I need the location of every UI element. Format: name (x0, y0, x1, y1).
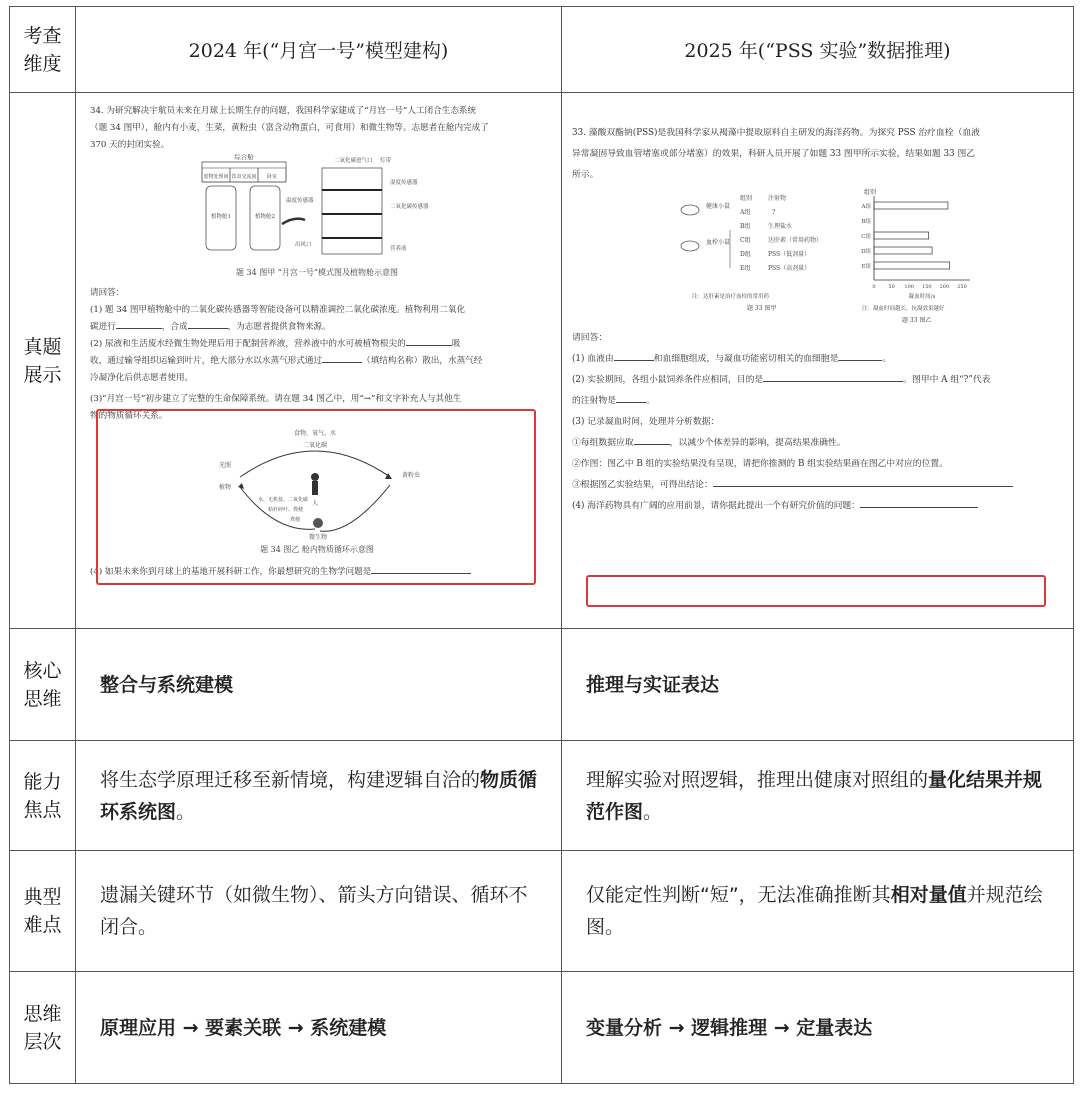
ability-2024: 将生态学原理迁移至新情境，构建逻辑自洽的物质循环系统图。 (76, 741, 562, 851)
level-2025: 变量分析 → 逻辑推理 → 定量表达 (562, 972, 1074, 1084)
comparison-table (9, 6, 1074, 1084)
chart-ylabel: 组别 (864, 189, 877, 196)
chart-category-label: D组 (861, 249, 871, 255)
chart-bar (874, 202, 948, 209)
ability-row (10, 741, 1074, 851)
svg-text:注射物: 注射物 (768, 195, 787, 202)
level-2024: 原理应用 → 要素关联 → 系统建模 (76, 972, 562, 1084)
svg-text:植物舱2: 植物舱2 (255, 214, 275, 220)
figure-34-a (90, 154, 544, 264)
core-2025: 推理与实证表达 (562, 629, 1074, 741)
question-row (10, 93, 1074, 629)
chart-tick-label: 0 (872, 284, 876, 290)
ability-2025: 理解实验对照逻辑，推理出健康对照组的量化结果并规范作图。 (562, 741, 1074, 851)
svg-text:二氧化碳: 二氧化碳 (302, 442, 328, 449)
svg-text:B组: B组 (740, 223, 751, 230)
svg-text:PSS（低剂量）: PSS（低剂量） (768, 251, 811, 258)
svg-text:D组: D组 (740, 251, 751, 258)
header-2024: 2024 年(“月宫一号”模型建构) (76, 7, 562, 93)
level-row (10, 972, 1074, 1084)
chart-category-label: A组 (861, 204, 871, 210)
svg-text:粪便: 粪便 (290, 517, 301, 523)
svg-text:组别: 组别 (740, 195, 753, 202)
question-2025-paper: 33. 藻酸双酯钠(PSS)是我国科学家从褐藻中提取原料自主研发的海洋药物。为探究 PSS 治疗血栓（血液 异常凝固导致血管堵塞或部分堵塞）的效果，科研人员开展了如题 33 图甲所示实验，结果如题 33 图乙 所示。 健康小鼠 血栓小鼠 组别 注射物 A组 ? B组 生理盐水 C组 达肝素（常用药物） D组 PSS（低剂量） E组 PSS（高剂量） 注：达肝素是治疗血栓的常用药 题 33 图甲 组别 凝血时间/s A组 B组 C组 D组 E组 0 50 100 150 200 250 注：凝血时间越长，抗凝效果越好 题 33 图乙 请回答： (1) 血液由 和血细胞组成，与凝血功能密切相关的血细胞是 。 (2) 实验期间，各组小鼠饲养条件应相同，目的是 。图甲中 A 组“?”代表 的注射物是 。 (3) 记录凝血时间，处理并分析数据： ①每组数据应取 ，以减少个体差异的影响，提高结果准确性。 ②作图：图乙中 B 组的实验结果没有呈现，请把你推测的 B 组实验结果画在图乙中对应的位置。 ③根据图乙实验结果，可得出结论： (4) 海洋药物具有广阔的应用前景，请你据此提出一个有研究价值的问题： (572, 123, 1060, 573)
core-2024: 整合与系统建模 (76, 629, 562, 741)
level-row-label: 思维 层次 (10, 972, 76, 1084)
svg-text:水、无机盐、二氧化碳: 水、无机盐、二氧化碳 (258, 497, 309, 503)
difficulty-2024: 遗漏关键环节（如微生物）、箭头方向错误、循环不闭合。 (76, 851, 562, 972)
svg-text:注：达肝素是治疗血栓的常用药: 注：达肝素是治疗血栓的常用药 (692, 294, 770, 300)
svg-text:湿度传感器: 湿度传感器 (390, 180, 418, 186)
highlight-box-2025 (586, 575, 1046, 607)
chart-tick-label: 100 (904, 284, 914, 290)
svg-text:人: 人 (311, 500, 319, 507)
svg-text:温度传感器: 温度传感器 (286, 198, 314, 204)
difficulty-2025: 仅能定性判断“短”，无法准确推断其相对量值并规范绘图。 (562, 851, 1074, 972)
svg-text:营养液: 营养液 (390, 246, 407, 252)
chart-category-label: B组 (861, 219, 871, 225)
core-row (10, 629, 1074, 741)
chart-tick-label: 50 (888, 284, 895, 290)
svg-text:废物处理间: 废物处理间 (203, 174, 229, 180)
svg-text:卧室: 卧室 (266, 174, 278, 180)
difficulty-row (10, 851, 1074, 972)
chart-category-label: C组 (861, 234, 871, 240)
chart-bar (874, 247, 932, 254)
svg-text:出风口: 出风口 (295, 242, 312, 248)
header-row (10, 7, 1074, 93)
svg-text:微生物: 微生物 (308, 534, 328, 541)
svg-text:灯带: 灯带 (380, 158, 392, 164)
svg-text:二氧化碳传感器: 二氧化碳传感器 (390, 204, 429, 210)
chart-tick-label: 200 (939, 284, 950, 290)
svg-text:光照: 光照 (218, 462, 232, 469)
svg-text:秸秆碎叶、粪便: 秸秆碎叶、粪便 (268, 507, 304, 513)
svg-text:血栓小鼠: 血栓小鼠 (706, 239, 731, 246)
chart-bar (874, 232, 929, 239)
svg-text:C组: C组 (740, 237, 751, 244)
header-2025: 2025 年(“PSS 实验”数据推理) (562, 7, 1074, 93)
chart-xlabel: 凝血时间/s (908, 294, 936, 300)
svg-text:健康小鼠: 健康小鼠 (706, 203, 731, 210)
figure-33 (572, 188, 1060, 328)
svg-text:A组: A组 (740, 209, 751, 216)
svg-text:饮食交流间: 饮食交流间 (231, 174, 257, 180)
core-row-label: 核心 思维 (10, 629, 76, 741)
chart-category-label: E组 (861, 264, 871, 270)
svg-text:综合舱: 综合舱 (234, 154, 254, 161)
svg-text:二氧化碳进气口: 二氧化碳进气口 (334, 158, 373, 164)
svg-text:E组: E组 (740, 265, 751, 272)
ability-row-label: 能力 焦点 (10, 741, 76, 851)
svg-text:植物舱1: 植物舱1 (211, 214, 231, 220)
svg-text:植物: 植物 (218, 484, 232, 491)
svg-text:食物、氧气、水: 食物、氧气、水 (293, 430, 337, 437)
svg-text:生理盐水: 生理盐水 (768, 223, 793, 230)
svg-text:注：凝血时间越长，抗凝效果越好: 注：凝血时间越长，抗凝效果越好 (862, 306, 945, 312)
svg-text:题 33 图乙: 题 33 图乙 (902, 317, 932, 324)
svg-text:PSS（高剂量）: PSS（高剂量） (768, 265, 811, 272)
question-2025 (562, 93, 1074, 629)
question-row-label: 真题 展示 (10, 93, 76, 629)
chart-bar (874, 262, 950, 269)
svg-text:?: ? (772, 209, 776, 216)
dimension-header: 考查 维度 (10, 7, 76, 93)
chart-tick-label: 150 (922, 284, 932, 290)
svg-text:题 33 图甲: 题 33 图甲 (747, 305, 777, 312)
chart-tick-label: 250 (957, 284, 967, 290)
chart-33b (861, 188, 970, 300)
question-2024 (76, 93, 562, 629)
svg-text:达肝素（常用药物）: 达肝素（常用药物） (768, 237, 823, 244)
difficulty-row-label: 典型 难点 (10, 851, 76, 972)
svg-text:黄粉虫: 黄粉虫 (402, 472, 421, 479)
highlight-box-2024 (96, 409, 536, 585)
question-2024-paper: 34. 为研究解决宇航员未来在月球上长期生存的问题，我国科学家建成了“月宫一号”人工闭合生态系统 （题 34 图甲），舱内有小麦，生菜，黄粉虫（富含动物蛋白，可食用）和微生物等。志愿者在舱内完成了 370 天的封闭实验。 综合舱 废物处理间 饮食交流间 卧室 植物舱1 植物舱2 二氧化碳进气口 灯带 湿度传感器 二氧化碳传感器 温度传感器 出风口 营养液 题 34 图甲 “月宫一号”模式图及植物舱示意图 请回答： (1) 题 34 图甲植物舱中的二氧化碳传感器等智能设备可以精准调控二氧化碳浓度。植物利用二氧化 碳进行 ，合成 ，为志愿者提供食物来源。 (2) 尿液和生活废水经微生物处理后用于配制营养液，营养液中的水可被植物根尖的 吸 收，通过输导组织运输到叶片，绝大部分水以水蒸气形式通过 （填结构名称）散出，水蒸气经 冷凝净化后供志愿者使用。 (3)“月宫一号”初步建立了完整的生命保障系统。请在题 34 图乙中，用“→”和文字补充人与其他生 物的物质循环关系。 食物、氧气、水 二氧化碳 光照 植物 人 黄粉虫 微生物 秸秆碎叶、粪便 粪便 水、无机盐、二氧化碳 题 34 图乙 舱内物质循环示意图 (4) 如果未来你到月球上的基地开展科研工作，你最想研究的生物学问题是 (90, 103, 544, 603)
